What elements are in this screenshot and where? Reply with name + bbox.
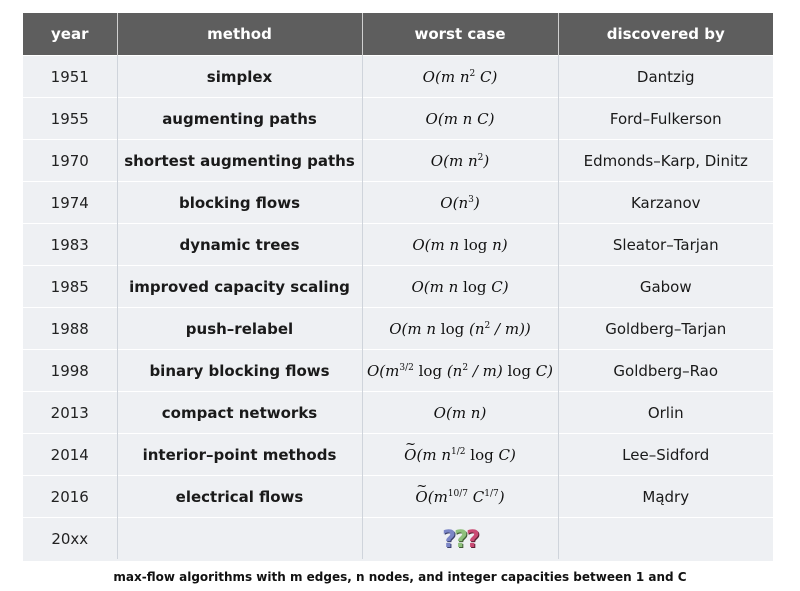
header-year: year	[23, 13, 117, 56]
formula-exponent: 2	[477, 152, 484, 163]
maxflow-table-container	[23, 13, 773, 561]
cell-worst-case: O(m $n^2$ C)	[362, 56, 558, 98]
cell-method: improved capacity scaling	[117, 266, 362, 308]
cell-discovered-by: Goldberg–Rao	[558, 350, 773, 392]
formula-log: log	[470, 445, 494, 464]
cell-method: shortest augmenting paths	[117, 140, 362, 182]
table-row	[23, 518, 773, 560]
cell-year: 1951	[23, 56, 117, 98]
formula-log: log	[507, 361, 531, 380]
cell-discovered-by	[558, 518, 773, 560]
table-header	[23, 13, 773, 56]
question-mark: ?	[442, 524, 455, 553]
cell-worst-case: O(m n)	[362, 392, 558, 434]
question-mark: ?	[454, 524, 466, 553]
cell-year: 1955	[23, 98, 117, 140]
table-row	[23, 266, 773, 308]
table-row	[23, 476, 773, 518]
formula-exponent: 2	[469, 68, 476, 79]
cell-discovered-by: Ford–Fulkerson	[558, 98, 773, 140]
formula-exponent: 3	[468, 194, 474, 205]
cell-year: 1985	[23, 266, 117, 308]
formula-exponent: 10/7	[447, 488, 469, 499]
cell-discovered-by: Goldberg–Tarjan	[558, 308, 773, 350]
cell-discovered-by: Orlin	[558, 392, 773, 434]
cell-worst-case: O(m n $\log (n^2 / m)$)	[362, 308, 558, 350]
cell-year: 1983	[23, 224, 117, 266]
cell-discovered-by: Edmonds–Karp, Dinitz	[558, 140, 773, 182]
cell-year: 2013	[23, 392, 117, 434]
formula-exponent: 1/7	[484, 488, 499, 499]
question-mark: ?	[465, 524, 478, 553]
cell-discovered-by: Karzanov	[558, 182, 773, 224]
header-discovered-by: discovered by	[558, 13, 773, 56]
table-row	[23, 98, 773, 140]
formula-log: log	[418, 361, 443, 380]
cell-year: 2014	[23, 434, 117, 476]
table-body	[23, 56, 773, 560]
cell-worst-case: $O(n^3)$	[362, 182, 558, 224]
formula-log: log	[463, 235, 488, 254]
cell-year: 1998	[23, 350, 117, 392]
cell-worst-case	[362, 518, 558, 560]
cell-method: binary blocking flows	[117, 350, 362, 392]
cell-method: dynamic trees	[117, 224, 362, 266]
formula-exponent: 2	[484, 320, 491, 331]
cell-year: 1988	[23, 308, 117, 350]
cell-method: push–relabel	[117, 308, 362, 350]
cell-worst-case: O(m $n^2$)	[362, 140, 558, 182]
header-worst-case: worst case	[362, 13, 558, 56]
cell-discovered-by: Lee–Sidford	[558, 434, 773, 476]
formula-log: log	[440, 319, 465, 338]
formula-exponent: 3/2	[399, 362, 414, 373]
table-row	[23, 56, 773, 98]
maxflow-algorithms-table	[23, 13, 773, 559]
cell-method: compact networks	[117, 392, 362, 434]
cell-year: 1970	[23, 140, 117, 182]
cell-discovered-by: Mądry	[558, 476, 773, 518]
cell-method: augmenting paths	[117, 98, 362, 140]
cell-method: electrical flows	[117, 476, 362, 518]
formula-o-tilde: ~ O	[404, 446, 416, 464]
cell-worst-case: ~ O(m $n^{1/2}$ log C)	[362, 434, 558, 476]
formula-exponent: 2	[462, 362, 469, 373]
header-row	[23, 13, 773, 56]
cell-worst-case: $O(m^{3/2}$ $\log (n^2 / m)$ log C)	[362, 350, 558, 392]
cell-worst-case: ~ $O(m^{10/7}$ $C^{1/7}$)	[362, 476, 558, 518]
cell-year: 1974	[23, 182, 117, 224]
table-row	[23, 140, 773, 182]
cell-discovered-by: Dantzig	[558, 56, 773, 98]
header-method: method	[117, 13, 362, 56]
formula-o-tilde: ~ O	[415, 488, 427, 506]
table-row	[23, 392, 773, 434]
cell-discovered-by: Gabow	[558, 266, 773, 308]
table-caption: max-flow algorithms with m edges, n nodes, and integer capacities between 1 and C	[113, 570, 687, 584]
table-row	[23, 350, 773, 392]
formula-exponent: 1/2	[451, 446, 466, 457]
table-row	[23, 224, 773, 266]
table-row	[23, 182, 773, 224]
cell-year: 20xx	[23, 518, 117, 560]
cell-method: simplex	[117, 56, 362, 98]
cell-discovered-by: Sleator–Tarjan	[558, 224, 773, 266]
formula-log: log	[463, 277, 487, 296]
table-row	[23, 308, 773, 350]
cell-worst-case: O(m n log C)	[362, 266, 558, 308]
cell-method: interior–point methods	[117, 434, 362, 476]
question-marks-icon	[442, 525, 478, 553]
cell-worst-case: O(m n C)	[362, 98, 558, 140]
cell-method	[117, 518, 362, 560]
table-row	[23, 434, 773, 476]
cell-year: 2016	[23, 476, 117, 518]
cell-worst-case: O(m n log n)	[362, 224, 558, 266]
cell-method: blocking flows	[117, 182, 362, 224]
